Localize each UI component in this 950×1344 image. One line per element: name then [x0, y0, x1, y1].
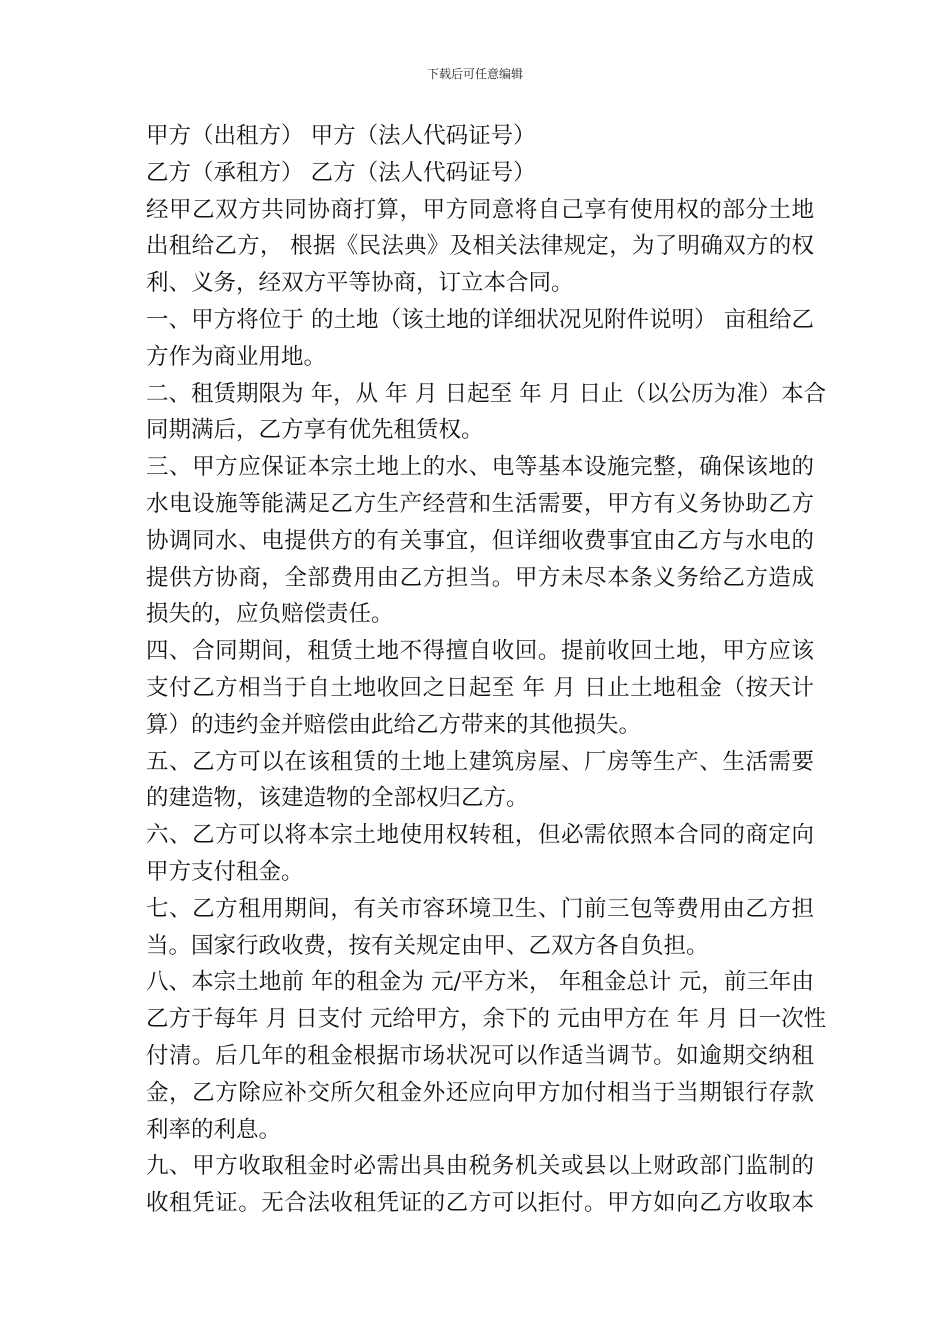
body-line: 方作为商业用地。: [146, 343, 327, 370]
body-line: 算）的违约金并赔偿由此给乙方带来的其他损失。: [146, 711, 642, 738]
body-line: 乙方（承租方） 乙方（法人代码证号）: [146, 159, 536, 186]
body-line: 甲方（出租方） 甲方（法人代码证号）: [146, 123, 536, 149]
body-line: 损失的，应负赔偿责任。: [146, 601, 394, 628]
body-line: 四、合同期间，租赁土地不得擅自收回。提前收回土地，甲方应该: [146, 638, 814, 665]
body-line: 出租给乙方， 根据《民法典》及相关法律规定，为了明确双方的权: [146, 233, 814, 260]
body-line: 水电设施等能满足乙方生产经营和生活需要，甲方有义务协助乙方: [146, 490, 814, 517]
body-line: 付清。后几年的租金根据市场状况可以作适当调节。如逾期交纳租: [146, 1042, 814, 1069]
body-line: 金，乙方除应补交所欠租金外还应向甲方加付相当于当期银行存款: [146, 1079, 814, 1106]
body-line: 提供方协商，全部费用由乙方担当。甲方未尽本条义务给乙方造成: [146, 564, 814, 591]
body-line: 五、乙方可以在该租赁的土地上建筑房屋、厂房等生产、生活需要: [146, 748, 814, 775]
body-line: 利、义务，经双方平等协商，订立本合同。: [146, 270, 574, 297]
body-line: 支付乙方相当于自土地收回之日起至 年 月 日止土地租金（按天计: [146, 674, 814, 701]
body-line: 当。国家行政收费，按有关规定由甲、乙双方各自负担。: [146, 932, 709, 959]
body-line: 七、乙方租用期间，有关市容环境卫生、门前三包等费用由乙方担: [146, 895, 814, 922]
body-line: 协调同水、电提供方的有关事宜，但详细收费事宜由乙方与水电的: [146, 527, 814, 554]
body-line: 利率的利息。: [146, 1116, 282, 1143]
body-line: 六、乙方可以将本宗土地使用权转租，但必需依照本合同的商定向: [146, 822, 814, 849]
body-line: 的建造物，该建造物的全部权归乙方。: [146, 785, 529, 812]
body-line: 同期满后，乙方享有优先租赁权。: [146, 417, 484, 444]
body-line: 乙方于每年 月 日支付 元给甲方，余下的 元由甲方在 年 月 日一次性: [146, 1006, 827, 1033]
body-line: 八、本宗土地前 年的租金为 元/平方米， 年租金总计 元，前三年由: [146, 969, 814, 996]
body-line: 收租凭证。无合法收租凭证的乙方可以拒付。甲方如向乙方收取本: [146, 1190, 814, 1217]
body-line: 九、甲方收取租金时必需出具由税务机关或县以上财政部门监制的: [146, 1153, 814, 1180]
contract-body: [146, 118, 827, 1222]
body-line: 二、租赁期限为 年，从 年 月 日起至 年 月 日止（以公历为准）本合: [146, 380, 827, 407]
body-line: 甲方支付租金。: [146, 858, 304, 885]
body-line: 经甲乙双方共同协商打算，甲方同意将自己享有使用权的部分土地: [146, 196, 814, 223]
body-line: 三、甲方应保证本宗土地上的水、电等基本设施完整，确保该地的: [146, 454, 814, 481]
page-header: 下载后可任意编辑: [426, 67, 523, 81]
body-line: 一、甲方将位于 的土地（该土地的详细状况见附件说明） 亩租给乙: [146, 306, 814, 333]
